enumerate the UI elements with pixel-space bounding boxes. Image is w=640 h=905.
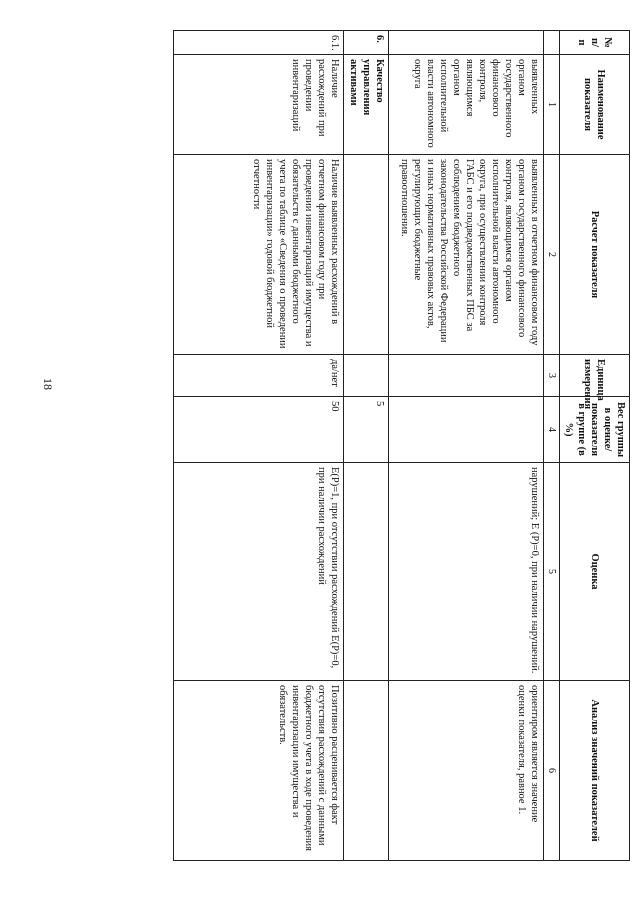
table-row-section: 6. Качество управления активами 5	[344, 31, 389, 861]
col-number: 5	[544, 463, 560, 681]
page-number: 18	[41, 378, 55, 390]
header-unit: Единица измерения	[560, 355, 630, 397]
header-num: № п/п	[560, 31, 630, 55]
rotated-table-container	[86, 30, 630, 860]
col-number: 6	[544, 681, 560, 861]
header-name: Наименование показателя	[560, 55, 630, 155]
indicators-table	[173, 30, 630, 861]
col-number: 2	[544, 155, 560, 355]
header-weight: Вес группы в оценке/ показателя в группе (в %)	[560, 397, 630, 463]
header-calc: Расчет показателя	[560, 155, 630, 355]
table-row: 6.1. Наличие расхождений при проведении инвентаризаций Наличие выявленных расхождений в отчетном финансовом году при проведении инвентаризаций имущества и обязательств с данными бюджетного учета по таблице «Сведения о проведении инвентаризации» годовой бюджетной отчетности да/нет 50 E(P)=1, при отсутствии расхождений E(P)=0, при наличии расхождений Позитивно расценивается факт отсутствия расхождений с данными бюджетного учета в ходе проведения инвентаризации имущества и обязательств.	[174, 31, 344, 861]
col-number: 4	[544, 397, 560, 463]
header-row	[560, 31, 630, 861]
table-row: выявленных органом государственного финансового контроля, являющимся органом исполнительной власти автономного округа выявленных в отчетном финансовом году органом государственного финансового контроля, являющимся органом исполнительной власти автономного округа, при осуществлении контроля ГАБС и его подведомственных ПБС за соблюдением бюджетного законодательства Российской Федерации и иных нормативных правовых актов, регулирующих бюджетные правоотношения. нарушений; E (P)=0, при наличии нарушений. ориентиром является значение оценки показателя, равное 1.	[389, 31, 544, 861]
header-score: Оценка	[560, 463, 630, 681]
column-number-row	[544, 31, 560, 861]
col-number: 1	[544, 55, 560, 155]
col-number: 3	[544, 355, 560, 397]
header-analysis: Анализ значений показателей	[560, 681, 630, 861]
